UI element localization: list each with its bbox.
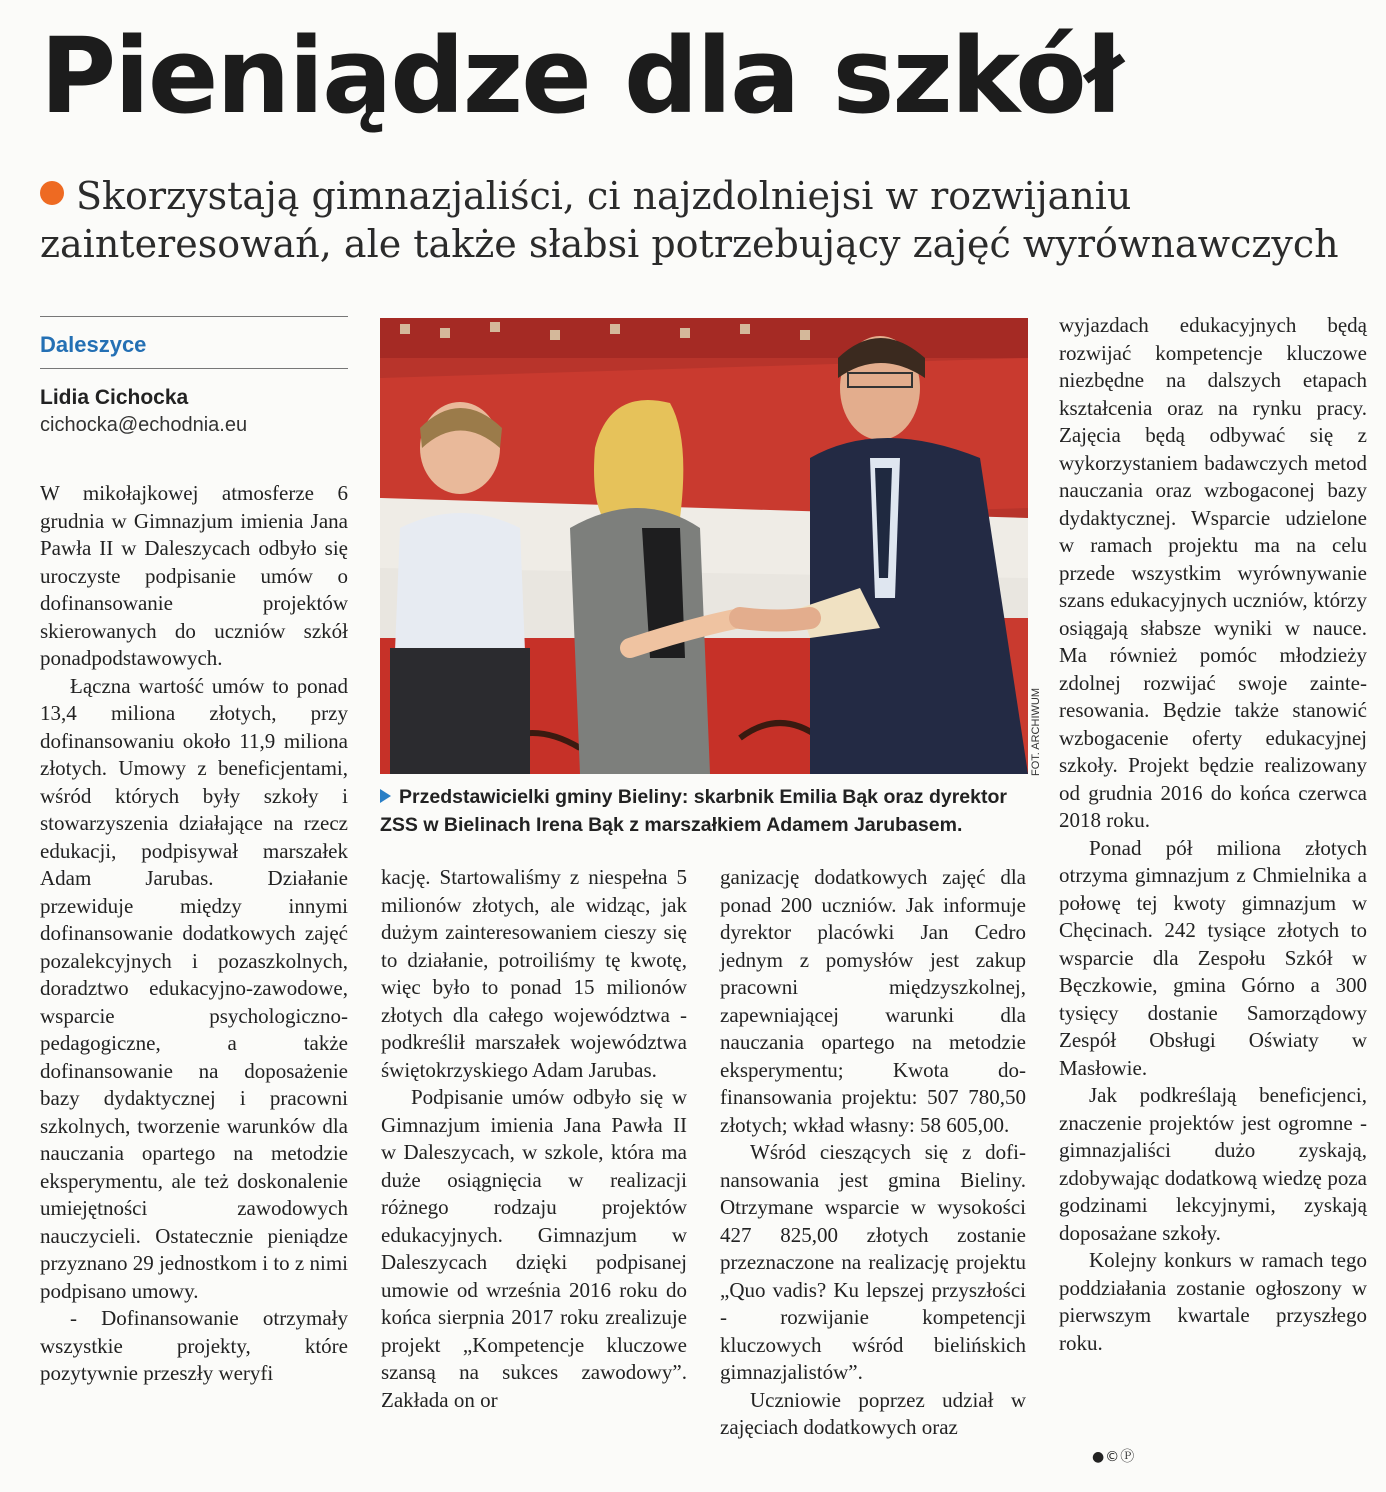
article-column-3 [720, 864, 1026, 1442]
paragraph: wyjazdach edukacyjnych będą rozwijać kompetencje kluczowe niezbędne na dalszych etapach kształcenia oraz na rynku pracy. Zajęcia będą odbywać się z wykorzystaniem badawczych metod nauczania oraz wzbogaconej bazy dydaktycznej. Wsparcie udzielone w ramach projektu ma na celu przede wszystkim wyrównywanie szans edukacyjnych uczniów, którzy osiągają słabsze wyniki w nauce. Ma również pomóc młodzieży zdolnej rozwijać swoje zainteresowania. Będzie także stanowić wzbogacenie oferty edukacyjnej szkoły. Projekt będzie realizowany od grudnia 2016 do końca czerwca 2018 roku. [1059, 313, 1367, 832]
article-column-1 [40, 480, 348, 1388]
caption-marker-icon [380, 789, 391, 803]
paragraph: W mikołajkowej atmosferze 6 grudnia w Gimnazjum imienia Jana Pawła II w Daleszycach odbyło się uroczyste podpisanie umów o dofinansowanie projektów skierowanych do uczniów szkół ponadpodstawowych. [40, 481, 348, 670]
article-column-4 [1059, 312, 1367, 1357]
author-email: cichocka@echodnia.eu [40, 414, 248, 436]
caption-text: Przedstawicielki gminy Bieliny: skarbnik Emilia Bąk oraz dyrektor ZSS w Bielinach Irena Bąk z marszałkiem Adamem Jarubasem. [380, 786, 1007, 836]
lead-paragraph [40, 172, 1370, 268]
divider [40, 368, 348, 369]
article-column-2 [381, 864, 687, 1414]
paragraph: Kolejny konkurs w ramach tego poddziałania zostanie ogłoszony w pierwszym kwartale przyszłego roku. [1059, 1248, 1367, 1355]
photo-caption [380, 783, 1028, 839]
section-label: Daleszyce [40, 332, 147, 357]
photo-illustration [380, 318, 1028, 774]
bullet-dot-icon [40, 181, 64, 205]
paragraph: Ponad pół miliona złotych otrzyma gimnazjum z Chmielnika a połowę tej kwoty gimnazjum w Chęcinach. 242 tysiące złotych to wsparcie dla Zespołu Szkół w Bęczkowie, gmina Górno a 300 tysięcy dostanie Samorządowy Zespół Obsługi Oświaty w Masłowie. [1059, 835, 1367, 1080]
paragraph: Wśród cieszących się z dofinansowania jest gmina Bieliny. Otrzymane wsparcie w wysokości 427 825,00 złotych zostanie przeznaczone na realizację projektu „Quo vadis? Ku lepszej przyszłości - rozwijanie kompetencji kluczowych wśród bielińskich gimnazjalistów”. [720, 1140, 1026, 1384]
paragraph: - Dofinansowanie otrzymały wszystkie projekty, które pozytywnie przeszły weryfi [40, 1306, 348, 1385]
paragraph: Łączna wartość umów to ponad 13,4 miliona złotych, przy dofinansowaniu około 11,9 miliona złotych. Umowy z beneficjentami, wśród których były szkoły i stowarzyszenia działające na rzecz edukacji, podpisywał marszałek Adam Jarubas. Działanie przewiduje między innymi dofinansowanie dodatkowych zajęć pozalekcyjnych i pozaszkolnych, doradztwo edukacyjno-zawodowe, wsparcie psychologiczno-pedagogiczne, a także dofinansowanie na doposażenie bazy dydaktycznej i pracowni szkolnych, tworzenie warunków dla nauczania opartego na metodzie eksperymentu, ale też doskonalenie umiejętności zawodowych nauczycieli. Ostatecznie pieniądze przyznano 29 jednostkom i to z nimi podpisano umowy. [40, 673, 348, 1303]
paragraph: Uczniowie poprzez udział w zajęciach dodatkowych oraz [720, 1387, 1026, 1439]
signoff-marks: ●©Ⓟ [1092, 1449, 1136, 1465]
photo-credit: FOT. ARCHIWUM [1030, 688, 1042, 776]
author-name: Lidia Cichocka [40, 386, 189, 409]
paragraph: Jak podkreślają beneficjenci, znaczenie projektów jest ogromne - gimnazjaliści dużo zyskają, zdobywając dodatkową wiedzę poza godzinami lekcyjnymi, zyskają doposażane szkoły. [1059, 1083, 1367, 1245]
paragraph: Podpisanie umów odbyło się w Gimnazjum imienia Jana Pawła II w Daleszycach, w szkole, która ma duże osiągnięcia w realizacji różnego rodzaju projektów edukacyjnych. Gimnazjum w Daleszycach dzięki podpisanej umowie od września 2016 roku do końca sierpnia 2017 roku zrealizuje projekt „Kompetencje kluczowe szansą na sukces zawodowy”. Zakłada on or [381, 1085, 687, 1412]
lead-text: Skorzystają gimnazjaliści, ci najzdolniejsi w rozwijaniu zainteresowań, ale także słabsi potrzebujący zajęć wyrównawczych [40, 174, 1339, 266]
divider [40, 316, 348, 317]
paragraph: ganizację dodatkowych zajęć dla ponad 200 uczniów. Jak informuje dyrektor placówki Jan Cedro jednym z pomysłów jest zakup pracowni międzyszkolnej, zapewniającej warunki dla nauczania opartego na metodzie eksperymentu; Kwota dofinansowania projektu: 507 780,50 złotych; wkład własny: 58 605,00. [720, 865, 1026, 1137]
headline: Pieniądze dla szkół [40, 15, 1122, 137]
paragraph: kację. Startowaliśmy z niespełna 5 milionów złotych, ale widząc, jak dużym zainteresowaniem cieszy się to działanie, potroiliśmy tę kwotę, więc było to ponad 15 milionów złotych dla całego województwa - podkreślił marszałek województwa świętokrzyskiego Adam Jarubas. [381, 865, 687, 1082]
article-photo [380, 318, 1028, 774]
